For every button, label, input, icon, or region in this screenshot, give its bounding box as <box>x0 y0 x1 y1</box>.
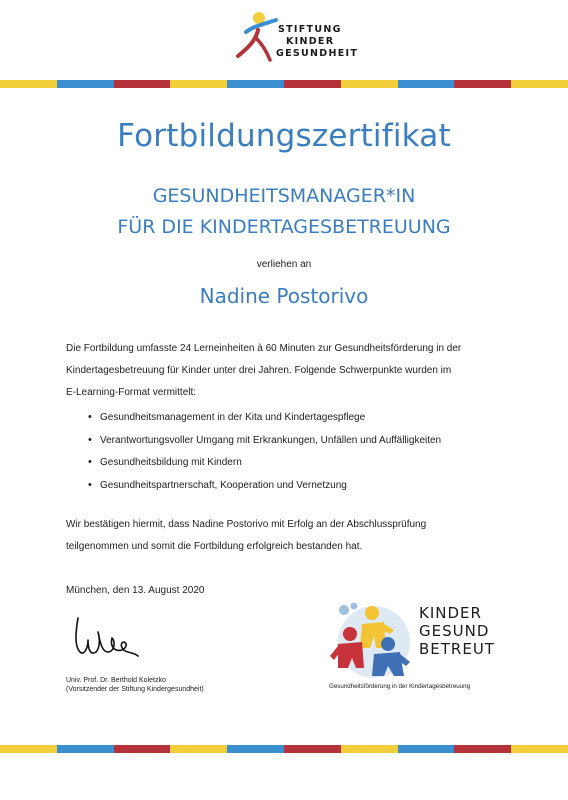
stripe-segment <box>170 80 227 88</box>
recipient-name: Nadine Postorivo <box>199 284 369 308</box>
logo-line-2: KINDER <box>286 36 335 47</box>
color-stripe-bottom <box>0 745 568 753</box>
confirmation-line-1: Wir bestätigen hiermit, dass Nadine Postorivo mit Erfolg an der Abschlussprüfung <box>66 519 427 530</box>
stiftung-wordmark <box>278 24 358 60</box>
stripe-segment <box>170 745 227 753</box>
stripe-segment <box>114 745 171 753</box>
signer-role: (Vorsitzender der Stiftung Kindergesundheit) <box>66 686 204 693</box>
stripe-segment <box>0 745 57 753</box>
kgb-caption: Gesundheitsförderung in der Kindertagesbetreuung <box>329 683 471 690</box>
subtitle-line-1: GESUNDHEITSMANAGER*IN <box>152 185 416 207</box>
awarded-to-label: verliehen an <box>256 259 312 270</box>
stiftung-figure-icon <box>232 10 282 64</box>
kgb-line-1: KINDER <box>419 604 482 622</box>
certificate-title: Fortbildungszertifikat <box>117 118 451 154</box>
stripe-segment <box>511 80 568 88</box>
kgb-line-2: GESUND <box>419 622 490 640</box>
logo-line-3: GESUNDHEIT <box>276 48 359 59</box>
stripe-segment <box>284 80 341 88</box>
stripe-segment <box>227 745 284 753</box>
description-line-3: E-Learning-Format vermittelt: <box>66 387 197 398</box>
color-stripe-top <box>0 80 568 88</box>
stripe-segment <box>454 745 511 753</box>
stripe-segment <box>341 80 398 88</box>
topic-item: • Gesundheitsbildung mit Kindern <box>88 457 441 480</box>
kgb-line-3: BETREUT <box>419 640 495 658</box>
topic-item: • Verantwortungsvoller Umgang mit Erkrankungen, Unfällen und Auffälligkeiten <box>88 435 441 458</box>
stripe-segment <box>284 745 341 753</box>
stripe-segment <box>57 745 114 753</box>
confirmation-text <box>66 514 516 558</box>
stripe-segment <box>454 80 511 88</box>
topic-item: • Gesundheitsmanagement in der Kita und Kindertagespflege <box>88 412 441 435</box>
children-figures-icon <box>326 600 418 682</box>
confirmation-line-2: teilgenommen und somit die Fortbildung erfolgreich bestanden hat. <box>66 541 363 552</box>
signature-image <box>70 612 142 662</box>
stripe-segment <box>398 80 455 88</box>
description-line-1: Die Fortbildung umfasste 24 Lerneinheiten à 60 Minuten zur Gesundheitsförderung in der <box>66 343 462 354</box>
certificate-subtitle <box>0 181 568 243</box>
kgb-wordmark <box>419 604 495 658</box>
stripe-segment <box>57 80 114 88</box>
signer-block <box>66 676 204 694</box>
stripe-segment <box>341 745 398 753</box>
topic-list <box>88 412 441 502</box>
stripe-segment <box>114 80 171 88</box>
description-line-2: Kindertagesbetreuung für Kinder unter drei Jahren. Folgende Schwerpunkte wurden im <box>66 365 452 376</box>
stripe-segment <box>227 80 284 88</box>
kinder-gesund-betreut-logo <box>326 600 501 692</box>
topic-item: • Gesundheitspartnerschaft, Kooperation und Vernetzung <box>88 480 441 503</box>
subtitle-line-2: FÜR DIE KINDERTAGESBETREUUNG <box>117 216 451 238</box>
stiftung-kindergesundheit-logo <box>232 10 359 64</box>
stripe-segment <box>511 745 568 753</box>
stripe-segment <box>0 80 57 88</box>
place-date: München, den 13. August 2020 <box>66 585 205 596</box>
signer-name: Univ. Prof. Dr. Berthold Koletzko <box>66 677 166 684</box>
stripe-segment <box>398 745 455 753</box>
logo-line-1: STIFTUNG <box>278 24 342 35</box>
course-description <box>66 338 516 404</box>
